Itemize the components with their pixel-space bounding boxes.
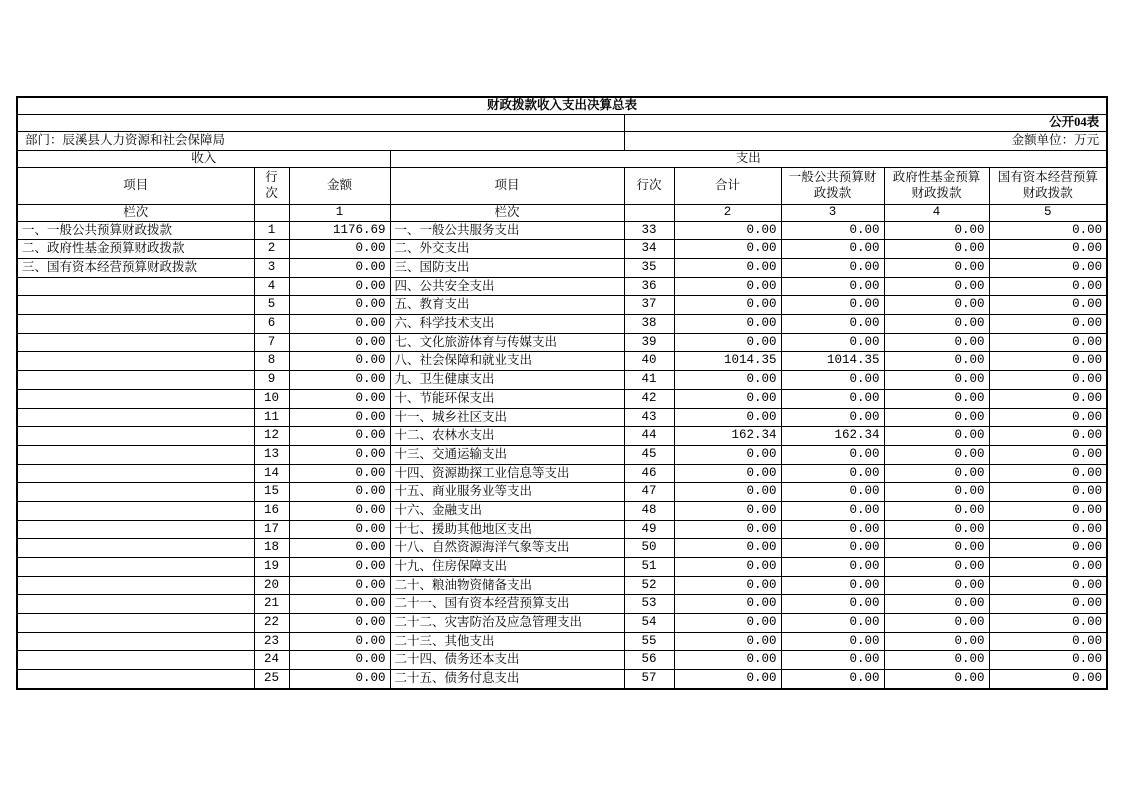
- lanci-income-line-blank: [254, 204, 289, 221]
- expenditure-total-cell: 0.00: [674, 558, 781, 577]
- income-item-cell: 一、一般公共预算财政拨款: [17, 221, 254, 240]
- expenditure-general-budget-cell: 0.00: [781, 333, 884, 352]
- expenditure-gov-fund-cell: 0.00: [884, 539, 989, 558]
- income-line-cell: 4: [254, 277, 289, 296]
- expenditure-gov-fund-cell: 0.00: [884, 558, 989, 577]
- income-line-cell: 16: [254, 501, 289, 520]
- income-amount-cell: 0.00: [289, 501, 390, 520]
- expenditure-item-cell: 十三、交通运输支出: [390, 445, 624, 464]
- expenditure-line-cell: 46: [624, 464, 674, 483]
- expenditure-state-capital-cell: 0.00: [989, 259, 1107, 278]
- expenditure-general-budget-cell: 0.00: [781, 520, 884, 539]
- table-row: [17, 427, 1107, 446]
- expenditure-total-cell: 0.00: [674, 520, 781, 539]
- expenditure-gov-fund-cell: 0.00: [884, 520, 989, 539]
- expenditure-general-budget-cell: 0.00: [781, 632, 884, 651]
- income-line-cell: 21: [254, 595, 289, 614]
- expenditure-item-cell: 十一、城乡社区支出: [390, 408, 624, 427]
- expenditure-item-cell: 一、一般公共服务支出: [390, 221, 624, 240]
- expenditure-line-cell: 37: [624, 296, 674, 315]
- expenditure-total-cell: 0.00: [674, 221, 781, 240]
- expenditure-state-capital-cell: 0.00: [989, 595, 1107, 614]
- lanci-expenditure-line-blank: [624, 204, 674, 221]
- expenditure-total-cell: 0.00: [674, 595, 781, 614]
- table-row: [17, 352, 1107, 371]
- expenditure-line-cell: 34: [624, 240, 674, 259]
- expenditure-item-cell: 二、外交支出: [390, 240, 624, 259]
- expenditure-line-cell: 36: [624, 277, 674, 296]
- income-item-cell: [17, 558, 254, 577]
- income-item-cell: [17, 520, 254, 539]
- expenditure-gov-fund-cell: 0.00: [884, 296, 989, 315]
- expenditure-gov-fund-cell: 0.00: [884, 408, 989, 427]
- expenditure-state-capital-cell: 0.00: [989, 427, 1107, 446]
- expenditure-state-capital-col-header: 国有资本经营预算财政拨款: [989, 167, 1107, 204]
- expenditure-total-cell: 0.00: [674, 315, 781, 334]
- expenditure-item-cell: 二十五、债务付息支出: [390, 670, 624, 689]
- expenditure-line-cell: 39: [624, 333, 674, 352]
- expenditure-state-capital-cell: 0.00: [989, 670, 1107, 689]
- expenditure-gov-fund-cell: 0.00: [884, 427, 989, 446]
- expenditure-item-cell: 八、社会保障和就业支出: [390, 352, 624, 371]
- income-line-col-header: 行次: [254, 167, 289, 204]
- expenditure-line-cell: 47: [624, 483, 674, 502]
- income-line-cell: 15: [254, 483, 289, 502]
- expenditure-state-capital-cell: 0.00: [989, 464, 1107, 483]
- expenditure-state-capital-cell: 0.00: [989, 614, 1107, 633]
- income-item-cell: [17, 277, 254, 296]
- income-line-cell: 3: [254, 259, 289, 278]
- income-item-cell: [17, 595, 254, 614]
- income-line-cell: 2: [254, 240, 289, 259]
- expenditure-state-capital-cell: 0.00: [989, 520, 1107, 539]
- expenditure-total-cell: 0.00: [674, 389, 781, 408]
- income-amount-cell: 0.00: [289, 277, 390, 296]
- table-row: [17, 614, 1107, 633]
- expenditure-item-cell: 十九、住房保障支出: [390, 558, 624, 577]
- income-amount-cell: 0.00: [289, 483, 390, 502]
- income-item-cell: [17, 333, 254, 352]
- expenditure-item-cell: 十二、农林水支出: [390, 427, 624, 446]
- expenditure-gov-fund-cell: 0.00: [884, 259, 989, 278]
- income-amount-cell: 0.00: [289, 352, 390, 371]
- income-item-cell: [17, 501, 254, 520]
- expenditure-general-budget-cell: 0.00: [781, 371, 884, 390]
- expenditure-item-cell: 六、科学技术支出: [390, 315, 624, 334]
- lanci-col-1: 1: [289, 204, 390, 221]
- lanci-expenditure-label: 栏次: [390, 204, 624, 221]
- income-item-cell: [17, 614, 254, 633]
- expenditure-general-budget-cell: 0.00: [781, 464, 884, 483]
- expenditure-general-budget-cell: 0.00: [781, 576, 884, 595]
- income-item-cell: [17, 445, 254, 464]
- table-row: [17, 221, 1107, 240]
- table-row: [17, 539, 1107, 558]
- expenditure-total-cell: 0.00: [674, 614, 781, 633]
- income-amount-cell: 0.00: [289, 427, 390, 446]
- expenditure-total-cell: 0.00: [674, 483, 781, 502]
- expenditure-item-cell: 十五、商业服务业等支出: [390, 483, 624, 502]
- expenditure-line-cell: 45: [624, 445, 674, 464]
- income-line-cell: 18: [254, 539, 289, 558]
- income-item-cell: [17, 483, 254, 502]
- expenditure-line-cell: 35: [624, 259, 674, 278]
- table-row: [17, 389, 1107, 408]
- expenditure-state-capital-cell: 0.00: [989, 576, 1107, 595]
- expenditure-line-cell: 49: [624, 520, 674, 539]
- expenditure-gov-fund-cell: 0.00: [884, 501, 989, 520]
- table-row: [17, 576, 1107, 595]
- expenditure-gov-fund-cell: 0.00: [884, 483, 989, 502]
- expenditure-item-cell: 四、公共安全支出: [390, 277, 624, 296]
- expenditure-total-cell: 0.00: [674, 632, 781, 651]
- income-line-cell: 11: [254, 408, 289, 427]
- table-row: [17, 632, 1107, 651]
- income-item-cell: [17, 670, 254, 689]
- income-line-cell: 9: [254, 371, 289, 390]
- income-line-cell: 19: [254, 558, 289, 577]
- income-amount-cell: 0.00: [289, 670, 390, 689]
- expenditure-total-cell: 0.00: [674, 539, 781, 558]
- expenditure-general-budget-cell: 0.00: [781, 670, 884, 689]
- income-item-cell: [17, 296, 254, 315]
- lanci-col-3: 3: [781, 204, 884, 221]
- expenditure-state-capital-cell: 0.00: [989, 483, 1107, 502]
- expenditure-general-budget-cell: 0.00: [781, 501, 884, 520]
- expenditure-total-cell: 0.00: [674, 333, 781, 352]
- expenditure-line-cell: 55: [624, 632, 674, 651]
- expenditure-line-cell: 52: [624, 576, 674, 595]
- table-row: [17, 333, 1107, 352]
- table-code-label: 公开04表: [624, 115, 1107, 132]
- lanci-col-4: 4: [884, 204, 989, 221]
- income-amount-cell: 0.00: [289, 595, 390, 614]
- table-row: [17, 259, 1107, 278]
- expenditure-state-capital-cell: 0.00: [989, 445, 1107, 464]
- expenditure-item-cell: 三、国防支出: [390, 259, 624, 278]
- income-amount-cell: 0.00: [289, 558, 390, 577]
- expenditure-general-budget-cell: 0.00: [781, 315, 884, 334]
- income-item-cell: 三、国有资本经营预算财政拨款: [17, 259, 254, 278]
- expenditure-line-cell: 51: [624, 558, 674, 577]
- expenditure-general-budget-cell: 0.00: [781, 539, 884, 558]
- expenditure-state-capital-cell: 0.00: [989, 501, 1107, 520]
- lanci-income-label: 栏次: [17, 204, 254, 221]
- expenditure-item-cell: 十六、金融支出: [390, 501, 624, 520]
- expenditure-state-capital-cell: 0.00: [989, 389, 1107, 408]
- expenditure-item-col-header: 项目: [390, 167, 624, 204]
- expenditure-total-cell: 0.00: [674, 464, 781, 483]
- income-group-header: 收入: [17, 151, 390, 168]
- income-item-cell: [17, 408, 254, 427]
- page-title: 财政拨款收入支出决算总表: [17, 97, 1107, 115]
- fiscal-summary-table: [16, 96, 1108, 690]
- expenditure-general-budget-cell: 0.00: [781, 614, 884, 633]
- table-row: [17, 651, 1107, 670]
- income-line-cell: 23: [254, 632, 289, 651]
- expenditure-general-budget-cell: 0.00: [781, 296, 884, 315]
- expenditure-gov-fund-cell: 0.00: [884, 371, 989, 390]
- expenditure-total-col-header: 合计: [674, 167, 781, 204]
- expenditure-item-cell: 九、卫生健康支出: [390, 371, 624, 390]
- expenditure-state-capital-cell: 0.00: [989, 352, 1107, 371]
- expenditure-general-budget-cell: 0.00: [781, 389, 884, 408]
- income-amount-cell: 0.00: [289, 464, 390, 483]
- expenditure-general-budget-col-header: 一般公共预算财政拨款: [781, 167, 884, 204]
- expenditure-gov-fund-cell: 0.00: [884, 632, 989, 651]
- table-row: [17, 240, 1107, 259]
- expenditure-general-budget-cell: 0.00: [781, 445, 884, 464]
- expenditure-gov-fund-col-header: 政府性基金预算财政拨款: [884, 167, 989, 204]
- income-item-cell: 二、政府性基金预算财政拨款: [17, 240, 254, 259]
- expenditure-line-cell: 44: [624, 427, 674, 446]
- expenditure-general-budget-cell: 0.00: [781, 221, 884, 240]
- expenditure-state-capital-cell: 0.00: [989, 315, 1107, 334]
- income-line-cell: 1: [254, 221, 289, 240]
- expenditure-gov-fund-cell: 0.00: [884, 277, 989, 296]
- income-amount-cell: 0.00: [289, 445, 390, 464]
- income-line-cell: 14: [254, 464, 289, 483]
- table-row: [17, 315, 1107, 334]
- expenditure-general-budget-cell: 0.00: [781, 240, 884, 259]
- expenditure-line-cell: 53: [624, 595, 674, 614]
- expenditure-group-header: 支出: [390, 151, 1107, 168]
- expenditure-general-budget-cell: 0.00: [781, 595, 884, 614]
- expenditure-item-cell: 十、节能环保支出: [390, 389, 624, 408]
- table-row: [17, 483, 1107, 502]
- table-row: [17, 371, 1107, 390]
- expenditure-state-capital-cell: 0.00: [989, 296, 1107, 315]
- expenditure-state-capital-cell: 0.00: [989, 558, 1107, 577]
- income-item-col-header: 项目: [17, 167, 254, 204]
- income-item-cell: [17, 576, 254, 595]
- expenditure-line-cell: 50: [624, 539, 674, 558]
- income-amount-cell: 0.00: [289, 259, 390, 278]
- expenditure-line-cell: 56: [624, 651, 674, 670]
- income-amount-col-header: 金额: [289, 167, 390, 204]
- income-amount-cell: 0.00: [289, 240, 390, 259]
- expenditure-general-budget-cell: 0.00: [781, 408, 884, 427]
- income-amount-cell: 0.00: [289, 389, 390, 408]
- table-row: [17, 296, 1107, 315]
- income-line-cell: 13: [254, 445, 289, 464]
- expenditure-state-capital-cell: 0.00: [989, 240, 1107, 259]
- expenditure-item-cell: 十四、资源勘探工业信息等支出: [390, 464, 624, 483]
- income-line-cell: 22: [254, 614, 289, 633]
- expenditure-total-cell: 0.00: [674, 670, 781, 689]
- income-amount-cell: 1176.69: [289, 221, 390, 240]
- income-item-cell: [17, 371, 254, 390]
- income-amount-cell: 0.00: [289, 408, 390, 427]
- expenditure-item-cell: 二十、粮油物资储备支出: [390, 576, 624, 595]
- income-amount-cell: 0.00: [289, 632, 390, 651]
- income-item-cell: [17, 651, 254, 670]
- expenditure-total-cell: 0.00: [674, 576, 781, 595]
- expenditure-state-capital-cell: 0.00: [989, 277, 1107, 296]
- expenditure-general-budget-cell: 162.34: [781, 427, 884, 446]
- expenditure-gov-fund-cell: 0.00: [884, 670, 989, 689]
- expenditure-general-budget-cell: 0.00: [781, 651, 884, 670]
- expenditure-general-budget-cell: 1014.35: [781, 352, 884, 371]
- expenditure-item-cell: 二十三、其他支出: [390, 632, 624, 651]
- income-item-cell: [17, 315, 254, 334]
- expenditure-total-cell: 0.00: [674, 501, 781, 520]
- income-line-cell: 5: [254, 296, 289, 315]
- income-line-cell: 12: [254, 427, 289, 446]
- income-item-cell: [17, 464, 254, 483]
- expenditure-line-cell: 43: [624, 408, 674, 427]
- department-label: 部门：辰溪县人力资源和社会保障局: [17, 132, 624, 151]
- income-line-cell: 6: [254, 315, 289, 334]
- expenditure-line-cell: 42: [624, 389, 674, 408]
- table-row: [17, 558, 1107, 577]
- expenditure-general-budget-cell: 0.00: [781, 277, 884, 296]
- expenditure-line-cell: 57: [624, 670, 674, 689]
- expenditure-total-cell: 1014.35: [674, 352, 781, 371]
- expenditure-gov-fund-cell: 0.00: [884, 221, 989, 240]
- lanci-col-2: 2: [674, 204, 781, 221]
- lanci-col-5: 5: [989, 204, 1107, 221]
- table-body: [17, 221, 1107, 689]
- income-item-cell: [17, 427, 254, 446]
- income-line-cell: 25: [254, 670, 289, 689]
- expenditure-line-cell: 41: [624, 371, 674, 390]
- expenditure-total-cell: 0.00: [674, 445, 781, 464]
- income-item-cell: [17, 389, 254, 408]
- income-line-cell: 24: [254, 651, 289, 670]
- unit-label: 金额单位：万元: [624, 132, 1107, 151]
- expenditure-state-capital-cell: 0.00: [989, 651, 1107, 670]
- expenditure-item-cell: 五、教育支出: [390, 296, 624, 315]
- expenditure-state-capital-cell: 0.00: [989, 539, 1107, 558]
- income-line-cell: 8: [254, 352, 289, 371]
- expenditure-gov-fund-cell: 0.00: [884, 595, 989, 614]
- expenditure-item-cell: 二十一、国有资本经营预算支出: [390, 595, 624, 614]
- table-row: [17, 445, 1107, 464]
- expenditure-gov-fund-cell: 0.00: [884, 464, 989, 483]
- expenditure-line-cell: 33: [624, 221, 674, 240]
- expenditure-item-cell: 十七、援助其他地区支出: [390, 520, 624, 539]
- table-row: [17, 595, 1107, 614]
- expenditure-total-cell: 0.00: [674, 240, 781, 259]
- expenditure-gov-fund-cell: 0.00: [884, 315, 989, 334]
- income-amount-cell: 0.00: [289, 296, 390, 315]
- income-amount-cell: 0.00: [289, 651, 390, 670]
- expenditure-line-cell: 40: [624, 352, 674, 371]
- table-row: [17, 501, 1107, 520]
- expenditure-state-capital-cell: 0.00: [989, 371, 1107, 390]
- table-row: [17, 408, 1107, 427]
- expenditure-line-cell: 48: [624, 501, 674, 520]
- expenditure-state-capital-cell: 0.00: [989, 632, 1107, 651]
- table-row: [17, 277, 1107, 296]
- income-amount-cell: 0.00: [289, 371, 390, 390]
- expenditure-gov-fund-cell: 0.00: [884, 240, 989, 259]
- expenditure-general-budget-cell: 0.00: [781, 483, 884, 502]
- income-amount-cell: 0.00: [289, 333, 390, 352]
- meta-left-spacer: [17, 115, 624, 132]
- income-line-cell: 20: [254, 576, 289, 595]
- expenditure-general-budget-cell: 0.00: [781, 558, 884, 577]
- table-row: [17, 670, 1107, 689]
- income-amount-cell: 0.00: [289, 520, 390, 539]
- income-amount-cell: 0.00: [289, 614, 390, 633]
- expenditure-state-capital-cell: 0.00: [989, 221, 1107, 240]
- expenditure-line-cell: 38: [624, 315, 674, 334]
- expenditure-line-cell: 54: [624, 614, 674, 633]
- expenditure-gov-fund-cell: 0.00: [884, 389, 989, 408]
- income-line-cell: 10: [254, 389, 289, 408]
- income-line-cell: 17: [254, 520, 289, 539]
- expenditure-total-cell: 0.00: [674, 651, 781, 670]
- expenditure-state-capital-cell: 0.00: [989, 333, 1107, 352]
- expenditure-gov-fund-cell: 0.00: [884, 576, 989, 595]
- expenditure-gov-fund-cell: 0.00: [884, 352, 989, 371]
- expenditure-line-col-header: 行次: [624, 167, 674, 204]
- income-item-cell: [17, 539, 254, 558]
- expenditure-item-cell: 二十二、灾害防治及应急管理支出: [390, 614, 624, 633]
- expenditure-total-cell: 0.00: [674, 259, 781, 278]
- income-item-cell: [17, 632, 254, 651]
- expenditure-gov-fund-cell: 0.00: [884, 333, 989, 352]
- expenditure-gov-fund-cell: 0.00: [884, 445, 989, 464]
- table-row: [17, 464, 1107, 483]
- expenditure-item-cell: 十八、自然资源海洋气象等支出: [390, 539, 624, 558]
- expenditure-state-capital-cell: 0.00: [989, 408, 1107, 427]
- expenditure-item-cell: 二十四、债务还本支出: [390, 651, 624, 670]
- income-item-cell: [17, 352, 254, 371]
- income-amount-cell: 0.00: [289, 315, 390, 334]
- income-amount-cell: 0.00: [289, 576, 390, 595]
- expenditure-gov-fund-cell: 0.00: [884, 614, 989, 633]
- expenditure-total-cell: 0.00: [674, 296, 781, 315]
- income-line-cell: 7: [254, 333, 289, 352]
- expenditure-gov-fund-cell: 0.00: [884, 651, 989, 670]
- income-amount-cell: 0.00: [289, 539, 390, 558]
- expenditure-total-cell: 0.00: [674, 277, 781, 296]
- table-row: [17, 520, 1107, 539]
- expenditure-general-budget-cell: 0.00: [781, 259, 884, 278]
- expenditure-item-cell: 七、文化旅游体育与传媒支出: [390, 333, 624, 352]
- expenditure-total-cell: 0.00: [674, 408, 781, 427]
- expenditure-total-cell: 0.00: [674, 371, 781, 390]
- expenditure-total-cell: 162.34: [674, 427, 781, 446]
